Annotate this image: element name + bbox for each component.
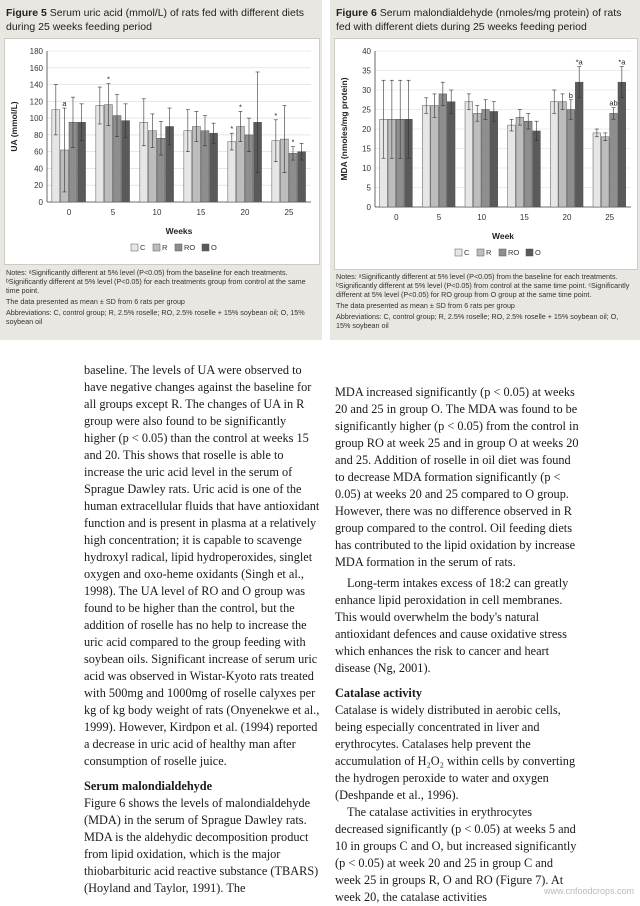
legend-swatch-R xyxy=(153,244,160,251)
x-tick-label: 15 xyxy=(519,213,529,222)
bar-C-20 xyxy=(228,142,236,202)
bar-RO-5 xyxy=(439,94,447,207)
y-tick-label: 0 xyxy=(366,203,371,212)
y-tick-label: 140 xyxy=(29,80,43,90)
heading-catalase-activity: Catalase activity xyxy=(335,686,423,700)
bar-O-10 xyxy=(490,111,498,207)
bar-R-5 xyxy=(431,106,439,207)
legend-label-R: R xyxy=(162,243,168,252)
x-tick-label: 15 xyxy=(196,208,206,217)
figure5-panel xyxy=(0,0,322,340)
bar-R-25 xyxy=(601,137,609,207)
x-axis-label: Weeks xyxy=(165,226,193,236)
figure5-label: Figure 5 xyxy=(6,7,47,19)
y-tick-label: 30 xyxy=(362,86,371,95)
y-tick-label: 25 xyxy=(362,105,371,115)
bar-RO-15 xyxy=(524,121,532,207)
figure5-chart xyxy=(5,39,319,264)
y-tick-label: 180 xyxy=(29,47,43,56)
figure6-panel xyxy=(330,0,640,340)
figure6-note-1: Notes: ᵃSignificantly different at 5% level (P<0.05) from the baseline for each treatments. ᵇSignificantly different at 5% level (P<0.05) from control at the same time point. ᶜSignificantly different at 5% level (P<0.05) for RO group from O group at the same time point. xyxy=(336,272,630,299)
bar-R-15 xyxy=(516,117,524,207)
y-tick-label: 35 xyxy=(362,66,371,76)
y-tick-label: 100 xyxy=(29,114,43,124)
significance-mark: * xyxy=(238,102,242,112)
significance-mark: * xyxy=(291,137,295,147)
x-tick-label: 0 xyxy=(66,208,72,217)
legend-swatch-O xyxy=(202,244,209,251)
legend-label-O: O xyxy=(211,243,217,252)
text-column-right xyxy=(335,384,579,906)
bar-C-20 xyxy=(550,102,558,207)
y-tick-label: 80 xyxy=(34,130,43,140)
x-tick-label: 10 xyxy=(477,213,487,222)
figure5-note-2: The data presented as mean ± SD from 6 rats per group xyxy=(6,297,185,306)
bar-RO-10 xyxy=(482,110,490,208)
significance-mark: b xyxy=(568,90,573,100)
legend-label-R: R xyxy=(486,248,492,257)
legend-swatch-O xyxy=(526,249,533,256)
paragraph-catalase-results: The catalase activities in erythrocytes decreased significantly (p < 0.05) at weeks 5 and 10 in groups C and O, but increased significantly (p < 0.05) at week 20 and 25 in group C and week 25 in groups R, O and RO (Figure 7). At week 20, the catalase activities xyxy=(335,805,577,904)
paragraph-ua-discussion: baseline. The levels of UA were observed to have negative changes against the baseline for all groups except R. The changes of UA in R group were also found to be significantly higher (p < 0.05) than the control at weeks 15 and 20. This shows that roselle is able to increase the uric acid level in the serum of Sprague Dawley rats. Uric acid is one of the human extracellular fluids that have antioxidant function and is present in plasma at a relatively high concentration; it is capable to scavenge hydroxyl radical, lipid hydroperoxides, singlet oxygen and oxo-heme oxidants (Singh et al., 1998). The UA level of RO and O group was found to be higher than the control, but the addition of roselle has no help to increase the uric acid compared to the group feeding with soybean oils. Significant increase of serum uric acid was observed in Wistar-Kyoto rats treated with 500mg and 1000mg of roselle calyxes per kg of kg body weight of rats (Onyenekwe et al., 1999). However, Kirdpon et al. (1994) reported a decrease in uric acid of healthy man after consumption of roselle juice. xyxy=(84,363,320,768)
significance-mark: * xyxy=(274,110,278,120)
text-column-left xyxy=(84,362,320,897)
legend-swatch-R xyxy=(477,249,484,256)
significance-mark: a xyxy=(62,99,67,109)
figure5-title: Serum uric acid (mmol/L) of rats fed with different diets during 25 weeks feeding period xyxy=(6,7,305,33)
watermark: www.cnfoodcrops.com xyxy=(543,886,634,896)
significance-mark: ab xyxy=(609,98,618,108)
x-tick-label: 20 xyxy=(562,213,572,222)
figure6-note-3: Abbreviations: C, control group; R, 2.5% roselle; RO, 2.5% roselle + 15% soybean oil; O, 15% soybean oil xyxy=(336,312,619,330)
figure6-note-2: The data presented as mean ± SD from 6 rats per group xyxy=(336,301,515,310)
x-tick-label: 20 xyxy=(240,208,250,217)
x-tick-label: 5 xyxy=(110,208,116,217)
x-tick-label: 5 xyxy=(436,213,442,222)
bar-O-15 xyxy=(533,131,541,207)
y-tick-label: 160 xyxy=(29,63,43,73)
significance-mark: *a xyxy=(618,57,626,67)
y-tick-label: 10 xyxy=(362,164,371,173)
y-tick-label: 120 xyxy=(29,97,43,107)
y-axis-label: UA (mmol/L) xyxy=(9,101,19,152)
bar-O-5 xyxy=(447,102,455,207)
bar-R-10 xyxy=(473,113,481,207)
y-tick-label: 5 xyxy=(366,183,371,193)
paragraph-mda-results: MDA increased significantly (p < 0.05) at weeks 20 and 25 in group O. The MDA was found to be significantly higher (p < 0.05) from the control in group RO at week 25 and in group O at weeks 20 and 25. Addition of roselle in oil diet was found to decrease MDA formation significantly (p < 0.05) at weeks 20 and 25 compared to O group. However, there was no difference observed in R group compared to the control. Oil feeding diets has contributed to the lipid oxidation by increase MDA formation in the serum of rats. xyxy=(335,385,579,569)
heading-serum-malondialdehyde: Serum malondialdehyde xyxy=(84,779,213,793)
bar-C-25 xyxy=(593,133,601,207)
y-tick-label: 20 xyxy=(34,181,43,191)
y-tick-label: 20 xyxy=(362,125,371,134)
y-tick-label: 0 xyxy=(38,198,43,207)
legend-label-RO: RO xyxy=(184,243,196,252)
paragraph-mda-intro: Figure 6 shows the levels of malondialdehyde (MDA) in the serum of Sprague Dawley rats. MDA is the aldehydic decomposition product from lipid oxidation, which is the major thiobarbituric acid reactive substance (TBARS) (Hoyland and Taylor, 1991). The xyxy=(84,796,319,895)
legend-swatch-C xyxy=(131,244,138,251)
y-axis-label: MDA (nmoles/mg protein) xyxy=(339,77,349,181)
figure5-notes xyxy=(6,268,314,328)
y-tick-label: 40 xyxy=(34,164,43,174)
x-tick-label: 0 xyxy=(394,213,399,222)
legend-swatch-RO xyxy=(175,244,182,251)
legend-swatch-RO xyxy=(499,249,506,256)
bar-R-20 xyxy=(559,102,567,207)
y-tick-label: 40 xyxy=(362,47,371,56)
figure6-label: Figure 6 xyxy=(336,7,377,19)
figure6-notes xyxy=(336,272,634,332)
legend-label-RO: RO xyxy=(508,248,520,257)
legend-label-C: C xyxy=(140,243,146,252)
figure5-caption xyxy=(6,6,318,34)
figure6-chart-box xyxy=(334,38,638,270)
x-tick-label: 25 xyxy=(605,213,615,222)
figure5-chart-box xyxy=(4,38,320,265)
bar-RO-20 xyxy=(567,110,575,208)
paragraph-lipid-peroxidation: Long-term intakes excess of 18:2 can greatly enhance lipid peroxidation in cell membranes. This would overwhelm the body's natural antioxidant defences and cause oxidative stress which enhances the risk to cancer and heart disease (Ng, 2001). xyxy=(335,576,569,675)
bar-C-5 xyxy=(422,106,430,207)
x-tick-label: 10 xyxy=(152,208,162,217)
bar-C-10 xyxy=(465,102,473,207)
significance-mark: * xyxy=(106,74,110,84)
y-tick-label: 60 xyxy=(34,147,43,157)
y-tick-label: 15 xyxy=(362,144,371,154)
significance-mark: *a xyxy=(575,57,583,67)
figure6-title: Serum malondialdehyde (nmoles/mg protein) of rats fed with different diets during 25 weeks feeding period xyxy=(336,7,622,33)
bar-RO-25 xyxy=(289,153,297,202)
paragraph-catalase-intro: Catalase is widely distributed in aerobic cells, being especially concentrated in liver and erythrocytes. Catalases help prevent the accumulation of H₂O₂ within cells by converting the hydrogen peroxide to water and oxygen (Deshpande et al., 1996). xyxy=(335,703,576,802)
figure6-chart xyxy=(335,39,637,269)
legend-label-O: O xyxy=(535,248,541,257)
figure5-note-1: Notes: ᵃSignificantly different at 5% level (P<0.05) from the baseline for each treatments. ᵇSignificantly different at 5% level (P<0.05) for each treatments group from control at the same time point. xyxy=(6,268,306,295)
legend-label-C: C xyxy=(464,248,470,257)
figure5-note-3: Abbreviations: C, control group; R, 2.5% roselle; RO, 2.5% roselle + 15% soybean oil; O, 15% soybean oil xyxy=(6,308,305,326)
x-axis-label: Week xyxy=(491,231,515,241)
bar-C-15 xyxy=(508,125,516,207)
bar-O-25 xyxy=(618,82,626,207)
bar-O-20 xyxy=(575,82,583,207)
figure6-caption xyxy=(336,6,636,34)
bar-RO-25 xyxy=(610,113,618,207)
significance-mark: * xyxy=(230,124,234,134)
legend-swatch-C xyxy=(455,249,462,256)
x-tick-label: 25 xyxy=(284,208,294,217)
